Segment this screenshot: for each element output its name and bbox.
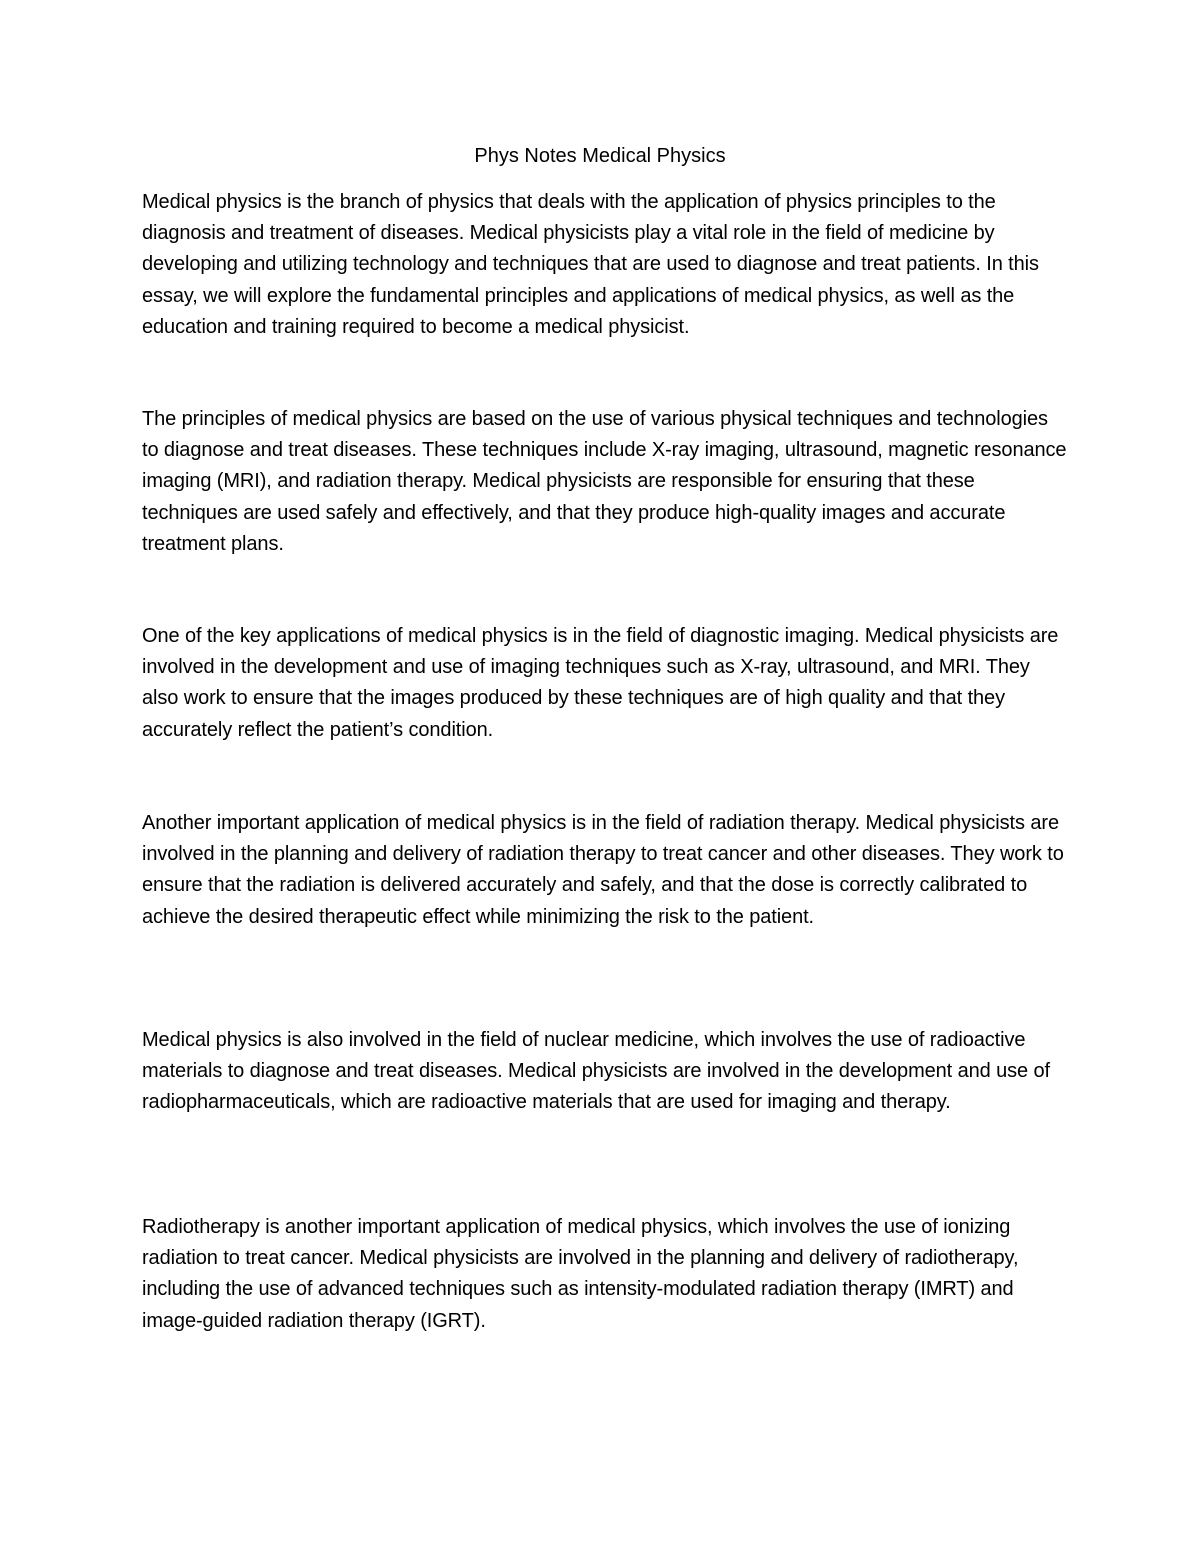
paragraph-nuclear-medicine: Medical physics is also involved in the field of nuclear medicine, which involves the use of radioactive materials to diagnose and treat diseases. Medical physicists are involved in the development and use of radiopharmaceuticals, which are radioactive materials that are used for imaging and therapy. (142, 1029, 1051, 1114)
paragraph-radiation-therapy: Another important application of medical physics is in the field of radiation therapy. Medical physicists are involved in the planning and delivery of radiation therapy to treat cancer and other diseases. They work to ensure that the radiation is delivered accurately and safely, and that the dose is correctly calibrated to achieve the desired therapeutic effect while minimizing the risk to the patient. (142, 812, 1064, 928)
paragraph-radiotherapy: Radiotherapy is another important application of medical physics, which involves the use of ionizing radiation to treat cancer. Medical physicists are involved in the planning and delivery of radiotherapy, including the use of advanced techniques such as intensity-modulated radiation therapy (IMRT) and image-guided radiation therapy (IGRT). (142, 1216, 1019, 1332)
page-title: Phys Notes Medical Physics (474, 145, 726, 167)
paragraph-principles: The principles of medical physics are based on the use of various physical techniques and technologies to diagnose and treat diseases. These techniques include X-ray imaging, ultrasound, magnetic resonance imaging (MRI), and radiation therapy. Medical physicists are responsible for ensuring that these techniques are used safely and effectively, and that they produce high-quality images and accurate treatment plans. (142, 408, 1067, 555)
paragraph-diagnostic-imaging: One of the key applications of medical physics is in the field of diagnostic imaging. Medical physicists are involved in the development and use of imaging techniques such as X-ray, ultrasound, and MRI. They also work to ensure that the images produced by these techniques are of high quality and that they accurately reflect the patient’s condition. (142, 625, 1059, 741)
paragraph-intro: Medical physics is the branch of physics that deals with the application of physics principles to the diagnosis and treatment of diseases. Medical physicists play a vital role in the field of medicine by developing and utilizing technology and techniques that are used to diagnose and treat patients. In this essay, we will explore the fundamental principles and applications of medical physics, as well as the education and training required to become a medical physicist. (142, 191, 1039, 338)
